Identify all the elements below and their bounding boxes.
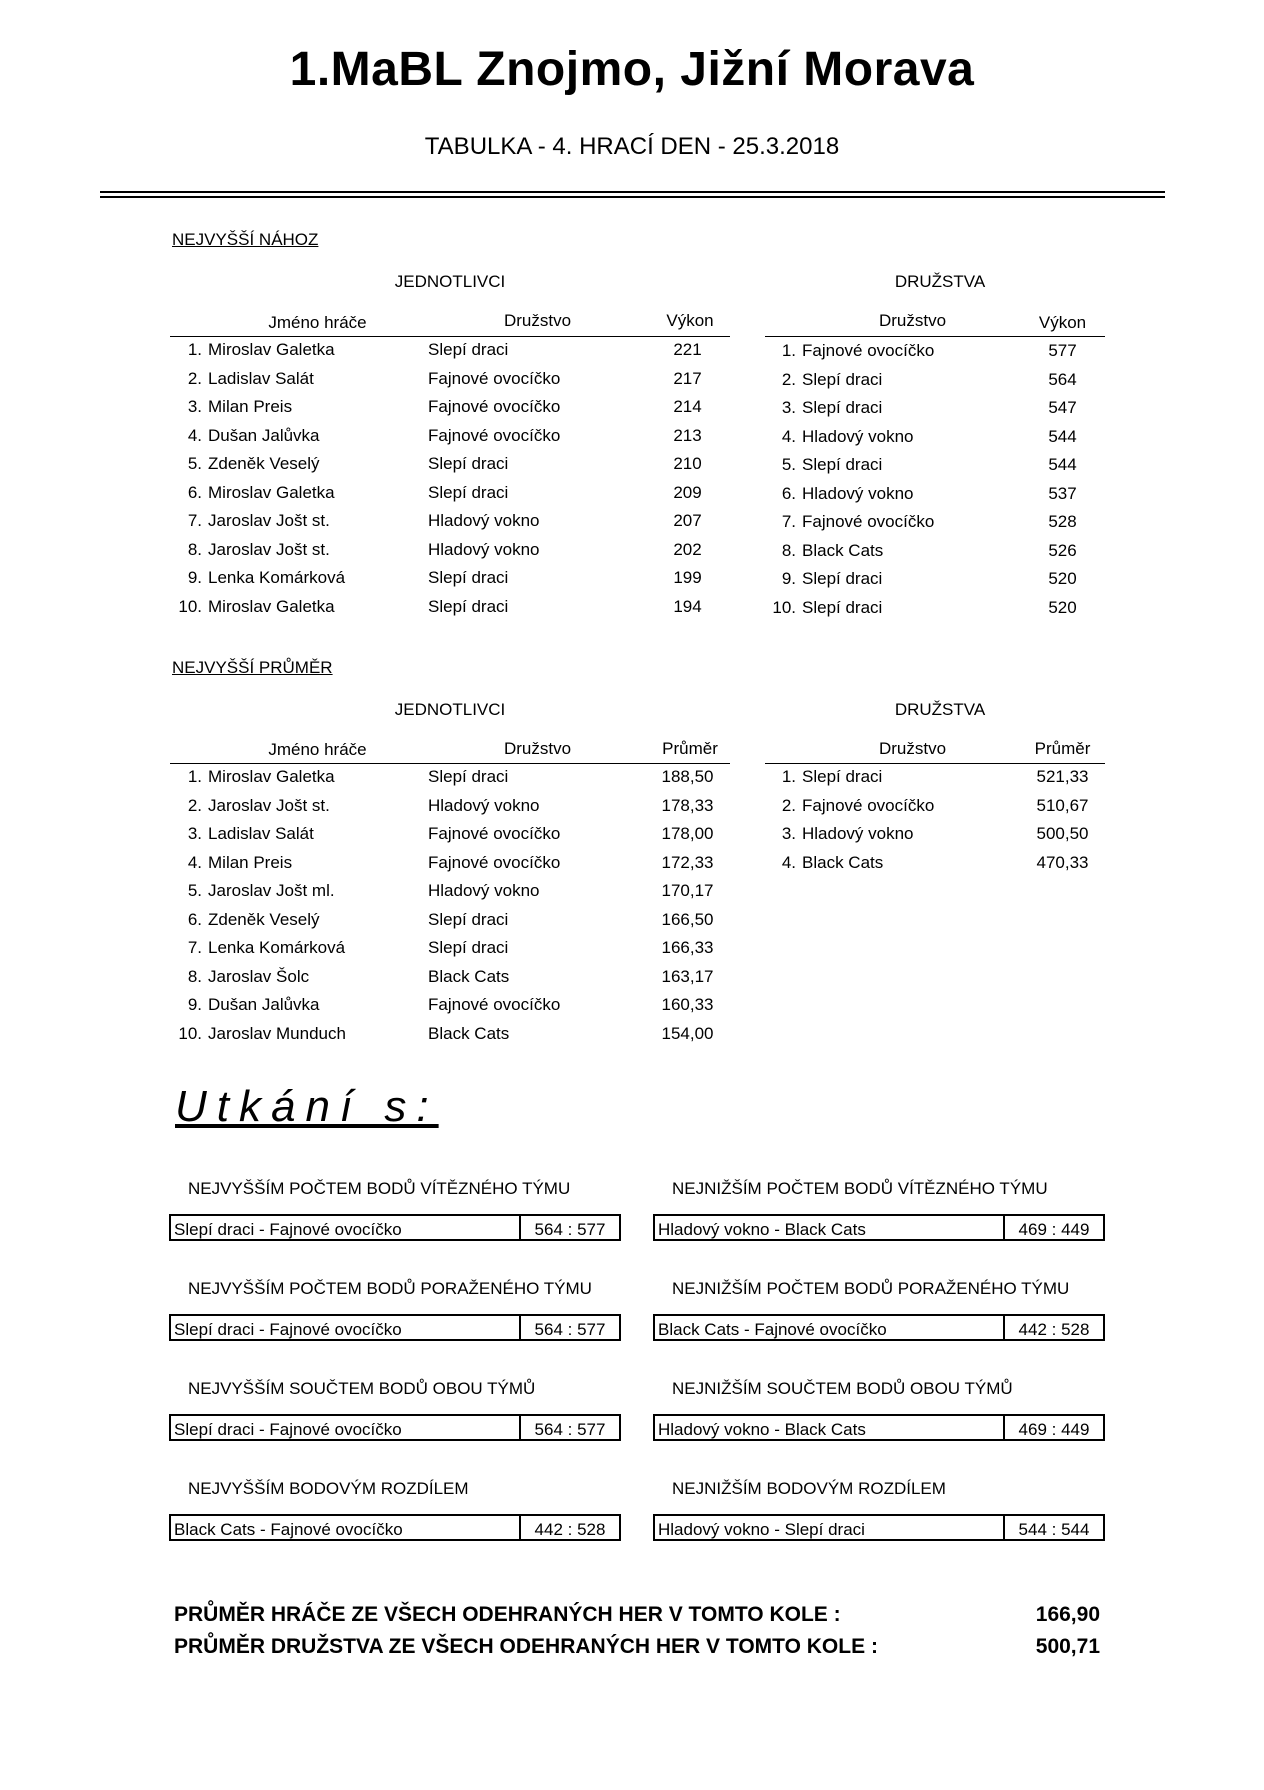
row-rank: 4. — [781, 426, 796, 446]
match-teams: Hladový vokno - Black Cats — [658, 1420, 866, 1439]
match-teams: Slepí draci - Fajnové ovocíčko — [174, 1220, 402, 1239]
table-row — [0, 366, 1264, 394]
section-label-prumer: NEJVYŠŠÍ PRŮMĚR — [172, 658, 333, 677]
team-name: Slepí draci — [802, 767, 883, 786]
match-record-label: NEJNIŽŠÍM POČTEM BODŮ VÍTĚZNÉHO TÝMU — [672, 1179, 1048, 1198]
nahoz-teams-col-team: Družstvo — [878, 311, 947, 330]
row-rank: 4. — [187, 852, 202, 872]
row-value: 547 — [1048, 398, 1077, 417]
row-value: 214 — [673, 397, 702, 416]
match-record-box — [169, 1314, 621, 1341]
team-name: Fajnové ovocíčko — [428, 995, 561, 1014]
match-score: 442 : 528 — [1003, 1316, 1103, 1339]
player-name: Zdeněk Veselý — [208, 909, 320, 929]
row-rank: 1. — [187, 767, 202, 786]
row-value: 210 — [673, 454, 702, 473]
table-row — [0, 820, 1264, 848]
table-row — [0, 792, 1264, 820]
table-row — [0, 480, 1264, 508]
player-name: Milan Preis — [208, 852, 293, 872]
match-teams: Black Cats - Fajnové ovocíčko — [658, 1320, 887, 1339]
table-row — [0, 877, 1264, 905]
prumer-teams-col-value: Průměr — [1034, 739, 1091, 758]
table-row — [0, 963, 1264, 991]
section-label-nahoz: NEJVYŠŠÍ NÁHOZ — [172, 230, 319, 249]
match-score: 564 : 577 — [519, 1416, 619, 1439]
row-rank: 7. — [187, 938, 202, 957]
row-rank: 6. — [187, 482, 202, 502]
row-value: 172,33 — [661, 852, 714, 872]
row-value: 526 — [1048, 540, 1077, 560]
nahoz-teams-col-value: Výkon — [1038, 313, 1087, 332]
team-name: Hladový vokno — [802, 483, 914, 503]
table-row — [0, 337, 1264, 365]
table-row — [0, 565, 1264, 593]
match-record-box — [169, 1514, 621, 1541]
row-rank: 5. — [187, 454, 202, 473]
player-average-value: 166,90 — [1035, 1603, 1100, 1626]
row-rank: 3. — [781, 398, 796, 417]
row-value: 217 — [673, 368, 702, 388]
row-value: 577 — [1048, 341, 1077, 360]
row-rank: 8. — [781, 540, 796, 560]
match-record-label: NEJVYŠŠÍM BODOVÝM ROZDÍLEM — [188, 1479, 469, 1498]
team-name: Slepí draci — [802, 398, 883, 417]
team-name: Hladový vokno — [802, 824, 914, 843]
header-rule-top — [100, 191, 1165, 193]
player-name: Miroslav Galetka — [208, 482, 335, 502]
table-row — [0, 906, 1264, 934]
team-name: Fajnové ovocíčko — [802, 795, 935, 815]
row-rank: 10. — [772, 597, 796, 617]
team-name: Hladový vokno — [802, 426, 914, 446]
row-rank: 2. — [187, 368, 202, 388]
player-name: Miroslav Galetka — [208, 767, 335, 786]
team-name: Slepí draci — [802, 569, 883, 588]
row-rank: 3. — [187, 824, 202, 843]
row-rank: 10. — [178, 1023, 202, 1043]
table-row — [0, 763, 1264, 791]
row-rank: 2. — [781, 795, 796, 815]
row-rank: 6. — [187, 909, 202, 929]
row-rank: 1. — [781, 341, 796, 360]
team-name: Hladový vokno — [428, 881, 540, 900]
player-name: Lenka Komárková — [208, 938, 346, 957]
team-name: Slepí draci — [428, 909, 509, 929]
row-rank: 2. — [781, 369, 796, 389]
match-record-box — [653, 1314, 1105, 1341]
prumer-individuals-label: JEDNOTLIVCI — [394, 700, 506, 719]
prumer-col-value: Průměr — [662, 739, 718, 758]
row-value: 528 — [1048, 512, 1077, 531]
player-name: Jaroslav Munduch — [208, 1023, 346, 1043]
team-name: Black Cats — [428, 1023, 510, 1043]
row-rank: 9. — [781, 569, 796, 588]
team-name: Black Cats — [428, 966, 510, 986]
row-value: 213 — [673, 425, 702, 445]
team-name: Fajnové ovocíčko — [428, 852, 561, 872]
row-rank: 6. — [781, 483, 796, 503]
prumer-teams-label: DRUŽSTVA — [894, 700, 986, 719]
nahoz-col-team: Družstvo — [503, 311, 572, 330]
player-name: Ladislav Salát — [208, 368, 314, 388]
team-name: Fajnové ovocíčko — [428, 425, 561, 445]
team-name: Slepí draci — [428, 340, 509, 359]
row-rank: 9. — [187, 568, 202, 587]
row-value: 564 — [1048, 369, 1077, 389]
player-name: Jaroslav Šolc — [208, 966, 310, 986]
row-value: 470,33 — [1036, 852, 1089, 872]
player-name: Jaroslav Jošt st. — [208, 795, 330, 815]
row-value: 160,33 — [661, 995, 714, 1014]
row-rank: 3. — [187, 397, 202, 416]
player-name: Ladislav Salát — [208, 824, 314, 843]
match-record-label: NEJVYŠŠÍM SOUČTEM BODŮ OBOU TÝMŮ — [188, 1379, 536, 1398]
row-rank: 2. — [187, 795, 202, 815]
player-name: Milan Preis — [208, 397, 293, 416]
row-value: 521,33 — [1036, 767, 1089, 786]
row-value: 166,33 — [661, 938, 714, 957]
team-name: Fajnové ovocíčko — [428, 397, 561, 416]
row-value: 178,00 — [661, 824, 714, 843]
page-subtitle: TABULKA - 4. HRACÍ DEN - 25.3.2018 — [424, 133, 840, 160]
row-value: 170,17 — [661, 881, 714, 900]
prumer-teams-col-team: Družstvo — [878, 739, 947, 758]
team-name: Slepí draci — [802, 597, 883, 617]
nahoz-individuals-label: JEDNOTLIVCI — [394, 272, 506, 291]
row-value: 199 — [673, 568, 702, 587]
team-name: Slepí draci — [428, 454, 509, 473]
page-title: 1.MaBL Znojmo, Jižní Morava — [289, 43, 975, 96]
row-value: 544 — [1048, 455, 1077, 474]
table-row — [0, 537, 1264, 565]
match-record-box — [653, 1414, 1105, 1441]
row-value: 163,17 — [661, 966, 714, 986]
row-rank: 1. — [781, 767, 796, 786]
team-name: Slepí draci — [802, 369, 883, 389]
match-score: 469 : 449 — [1003, 1416, 1103, 1439]
row-rank: 7. — [187, 511, 202, 530]
table-row — [0, 394, 1264, 422]
nahoz-col-value: Výkon — [666, 311, 714, 330]
team-name: Hladový vokno — [428, 539, 540, 559]
nahoz-col-player: Jméno hráče — [268, 313, 367, 332]
row-rank: 5. — [781, 455, 796, 474]
team-name: Slepí draci — [802, 455, 883, 474]
row-rank: 4. — [781, 852, 796, 872]
team-name: Fajnové ovocíčko — [428, 368, 561, 388]
match-record-label: NEJVYŠŠÍM POČTEM BODŮ VÍTĚZNÉHO TÝMU — [188, 1179, 571, 1198]
match-teams: Hladový vokno - Slepí draci — [658, 1520, 865, 1539]
match-teams: Black Cats - Fajnové ovocíčko — [174, 1520, 403, 1539]
prumer-col-player: Jméno hráče — [268, 740, 367, 759]
match-record-box — [653, 1514, 1105, 1541]
row-value: 510,67 — [1036, 795, 1089, 815]
table-row — [0, 934, 1264, 962]
match-score: 544 : 544 — [1003, 1516, 1103, 1539]
table-row — [0, 451, 1264, 479]
row-value: 209 — [673, 482, 702, 502]
player-name: Zdeněk Veselý — [208, 454, 320, 473]
team-name: Slepí draci — [428, 767, 509, 786]
table-row — [0, 991, 1264, 1019]
player-average-label: PRŮMĚR HRÁČE ZE VŠECH ODEHRANÝCH HER V TOMTO KOLE : — [174, 1603, 841, 1626]
match-score: 564 : 577 — [519, 1216, 619, 1239]
match-teams: Hladový vokno - Black Cats — [658, 1220, 866, 1239]
team-name: Fajnové ovocíčko — [428, 824, 561, 843]
team-name: Slepí draci — [428, 568, 509, 587]
row-value: 194 — [673, 596, 702, 616]
row-value: 178,33 — [661, 795, 714, 815]
row-value: 221 — [673, 340, 702, 359]
match-record-label: NEJNIŽŠÍM SOUČTEM BODŮ OBOU TÝMŮ — [672, 1379, 1013, 1398]
matches-heading: Utkání s: — [175, 1082, 439, 1131]
match-score: 442 : 528 — [519, 1516, 619, 1539]
player-name: Lenka Komárková — [208, 568, 346, 587]
row-value: 500,50 — [1036, 824, 1089, 843]
team-name: Hladový vokno — [428, 795, 540, 815]
team-name: Slepí draci — [428, 596, 509, 616]
row-rank: 9. — [187, 995, 202, 1014]
row-rank: 10. — [178, 596, 202, 616]
match-record-box — [169, 1414, 621, 1441]
team-name: Black Cats — [802, 852, 884, 872]
team-name: Slepí draci — [428, 482, 509, 502]
row-value: 166,50 — [661, 909, 714, 929]
player-name: Dušan Jalůvka — [208, 995, 320, 1014]
player-name: Miroslav Galetka — [208, 340, 335, 359]
row-rank: 4. — [187, 425, 202, 445]
header-rule-bottom — [100, 196, 1165, 198]
match-score: 564 : 577 — [519, 1316, 619, 1339]
match-record-label: NEJNIŽŠÍM POČTEM BODŮ PORAŽENÉHO TÝMU — [672, 1279, 1070, 1298]
team-name: Hladový vokno — [428, 511, 540, 530]
table-row — [0, 508, 1264, 536]
row-value: 520 — [1048, 597, 1077, 617]
match-teams: Slepí draci - Fajnové ovocíčko — [174, 1320, 402, 1339]
row-rank: 8. — [187, 539, 202, 559]
player-name: Miroslav Galetka — [208, 596, 335, 616]
match-record-box — [653, 1214, 1105, 1241]
row-rank: 7. — [781, 512, 796, 531]
row-value: 520 — [1048, 569, 1077, 588]
row-rank: 3. — [781, 824, 796, 843]
row-value: 154,00 — [661, 1023, 714, 1043]
team-name: Fajnové ovocíčko — [802, 341, 935, 360]
team-name: Fajnové ovocíčko — [802, 512, 935, 531]
team-average-value: 500,71 — [1035, 1635, 1100, 1658]
team-name: Slepí draci — [428, 938, 509, 957]
player-name: Jaroslav Jošt st. — [208, 539, 330, 559]
row-value: 202 — [673, 539, 702, 559]
table-row — [0, 1020, 1264, 1048]
table-row — [0, 423, 1264, 451]
row-rank: 1. — [187, 340, 202, 359]
row-value: 188,50 — [661, 767, 714, 786]
nahoz-teams-label: DRUŽSTVA — [894, 272, 986, 291]
row-value: 544 — [1048, 426, 1077, 446]
match-score: 469 : 449 — [1003, 1216, 1103, 1239]
match-teams: Slepí draci - Fajnové ovocíčko — [174, 1420, 402, 1439]
row-value: 537 — [1048, 483, 1077, 503]
player-name: Jaroslav Jošt st. — [208, 511, 330, 530]
prumer-col-team: Družstvo — [503, 739, 572, 758]
team-average-label: PRŮMĚR DRUŽSTVA ZE VŠECH ODEHRANÝCH HER V TOMTO KOLE : — [174, 1635, 878, 1658]
match-record-label: NEJVYŠŠÍM POČTEM BODŮ PORAŽENÉHO TÝMU — [188, 1279, 592, 1298]
table-row — [0, 849, 1264, 877]
row-rank: 8. — [187, 966, 202, 986]
table-row — [0, 594, 1264, 622]
player-name: Jaroslav Jošt ml. — [208, 881, 335, 900]
match-record-label: NEJNIŽŠÍM BODOVÝM ROZDÍLEM — [672, 1479, 946, 1498]
player-name: Dušan Jalůvka — [208, 425, 320, 445]
team-name: Black Cats — [802, 540, 884, 560]
row-value: 207 — [673, 511, 702, 530]
match-record-box — [169, 1214, 621, 1241]
row-rank: 5. — [187, 881, 202, 900]
